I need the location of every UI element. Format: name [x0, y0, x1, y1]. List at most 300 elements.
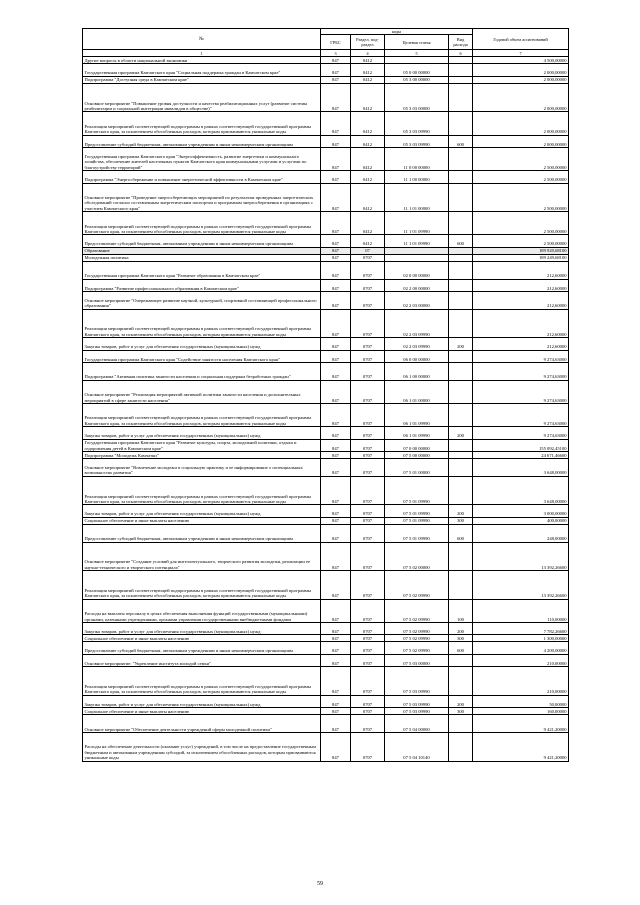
- row-name: Предоставление субсидий бюджетным, автономным учреждениям и иным некоммерческим организациям: [83, 642, 321, 654]
- budget-table: [82, 28, 569, 762]
- row-amount: 189 920,68100: [473, 247, 569, 254]
- row-name: Реализация мероприятий соответствующей подпрограммы в рамках соответствующей государственной программы Камчатского края, за исключением обособленных расходов, которым присваиваются уникальные коды: [83, 309, 321, 338]
- header-annual-volume: Годовой объем ассигнований: [473, 29, 569, 50]
- row-name: Реализация мероприятий соответствующей подпрограммы в рамках соответствующей государственной программы Камчатского края, за исключением обособленных расходов, которым присваиваются уникальные коды: [83, 112, 321, 135]
- row-amount: 212,60000: [473, 309, 569, 338]
- table-body: [83, 50, 569, 761]
- row-amount: 210,00000: [473, 654, 569, 666]
- row-target-article: [385, 247, 449, 254]
- row-razdel: 0707: [351, 622, 385, 634]
- table-row: [83, 635, 569, 642]
- row-name: Социальное обеспечение и иные выплаты населению: [83, 517, 321, 524]
- row-expense-type: [449, 350, 473, 362]
- row-target-article: 07 5 02 09990: [385, 635, 449, 642]
- row-razdel: 0707: [351, 517, 385, 524]
- row-razdel: 0707: [351, 476, 385, 505]
- table-row: [83, 642, 569, 654]
- row-target-article: 06 1 00 00000: [385, 363, 449, 381]
- row-amount: 3 000,00000: [473, 505, 569, 517]
- row-razdel: 0707: [351, 599, 385, 622]
- row-name: Основное мероприятие "Обеспечение деятельности учреждений сферы молодежной политики": [83, 715, 321, 733]
- row-amount: 2 000,00000: [473, 112, 569, 135]
- column-number: 6: [449, 50, 473, 57]
- column-number: 5: [385, 50, 449, 57]
- row-target-article: 07 5 04 00000: [385, 715, 449, 733]
- row-expense-type: [449, 254, 473, 261]
- row-name: Закупка товаров, работ и услуг для обеспечения государственных (муниципальных) нужд: [83, 338, 321, 350]
- row-razdel: 0412: [351, 183, 385, 212]
- row-target-article: 06 0 00 00000: [385, 350, 449, 362]
- column-number-row: [83, 50, 569, 57]
- row-target-article: 07 5 02 09990: [385, 571, 449, 600]
- row-amount: 3 648,00000: [473, 459, 569, 477]
- row-name: Закупка товаров, работ и услуг для обеспечения государственных (муниципальных) нужд: [83, 695, 321, 707]
- row-name: Социальное обеспечение и иные выплаты населению: [83, 708, 321, 715]
- row-amount: 9 274,63000: [473, 380, 569, 403]
- row-target-article: 05 3 03 09990: [385, 112, 449, 135]
- row-expense-type: [449, 404, 473, 427]
- row-target-article: 07 5 03 09990: [385, 708, 449, 715]
- row-amount: 13 392,26600: [473, 542, 569, 571]
- table-row: [83, 599, 569, 622]
- row-name: Предоставление субсидий бюджетным, автономным учреждениям и иным некоммерческим организациям: [83, 135, 321, 147]
- row-name: Основное мероприятие "Проведение энергосберегающих мероприятий по результатам проведенных энергетических обследований согласно составленным энергетическим паспортам и программам энергосбережения в организациях с участием Камчатского края": [83, 183, 321, 212]
- row-name: Закупка товаров, работ и услуг для обеспечения государственных (муниципальных) нужд: [83, 505, 321, 517]
- row-expense-type: 200: [449, 427, 473, 439]
- table-row: [83, 524, 569, 542]
- row-name: Закупка товаров, работ и услуг для обеспечения государственных (муниципальных) нужд: [83, 427, 321, 439]
- row-target-article: 07 5 03 00000: [385, 654, 449, 666]
- row-name: Государственная программа Камчатского края "Энергоэффективность, развитие энергетики и коммунального хозяйства, обеспечение жителей населенных пунктов Камчатского края коммунальными услугами и услугами по благоустройству территорий": [83, 147, 321, 170]
- row-target-article: 07 5 01 00000: [385, 459, 449, 477]
- row-expense-type: 300: [449, 708, 473, 715]
- row-razdel: 0707: [351, 452, 385, 459]
- row-expense-type: 200: [449, 622, 473, 634]
- row-target-article: 07 5 04 10140: [385, 732, 449, 761]
- row-amount: 2 000,00000: [473, 76, 569, 83]
- row-grbs: 847: [321, 183, 351, 212]
- table-row: [83, 64, 569, 76]
- row-razdel: 0707: [351, 708, 385, 715]
- row-grbs: 847: [321, 64, 351, 76]
- row-amount: 3 648,00000: [473, 476, 569, 505]
- row-name: Реализация мероприятий соответствующей подпрограммы в рамках соответствующей государственной программы Камчатского края, за исключением обособленных расходов, которым присваиваются уникальные коды: [83, 476, 321, 505]
- row-grbs: 847: [321, 57, 351, 64]
- row-name: Подпрограмма "Энергосбережение и повышение энергетической эффективности в Камчатском крае": [83, 171, 321, 183]
- row-amount: 160,00000: [473, 708, 569, 715]
- row-expense-type: [449, 715, 473, 733]
- row-razdel: 0707: [351, 427, 385, 439]
- row-target-article: 05 3 03 09990: [385, 135, 449, 147]
- table-row: [83, 212, 569, 235]
- page-number: 59: [317, 881, 323, 887]
- row-expense-type: [449, 291, 473, 309]
- row-name: Реализация мероприятий соответствующей подпрограммы в рамках соответствующей государственной программы Камчатского края, за исключением обособленных расходов, которым присваиваются уникальные коды: [83, 404, 321, 427]
- row-name: Подпрограмма "Доступная среда в Камчатском крае": [83, 76, 321, 83]
- row-target-article: 11 0 00 00000: [385, 147, 449, 170]
- row-grbs: 847: [321, 635, 351, 642]
- row-name: Подпрограмма "Молодежь Камчатки": [83, 452, 321, 459]
- row-target-article: 11 1 01 00000: [385, 183, 449, 212]
- row-grbs: 847: [321, 667, 351, 696]
- row-amount: 212,60000: [473, 291, 569, 309]
- row-amount: 110,00000: [473, 599, 569, 622]
- row-target-article: 05 0 00 00000: [385, 64, 449, 76]
- row-name: Подпрограмма "Развитие профессионального образования в Камчатском крае": [83, 279, 321, 291]
- table-row: [83, 261, 569, 279]
- row-amount: 9 421,20000: [473, 715, 569, 733]
- row-razdel: 0707: [351, 261, 385, 279]
- row-expense-type: [449, 83, 473, 112]
- row-amount: 50,00000: [473, 695, 569, 707]
- row-grbs: 847: [321, 452, 351, 459]
- row-amount: 9 274,63000: [473, 363, 569, 381]
- row-razdel: 0707: [351, 667, 385, 696]
- row-target-article: 11 1 00 00000: [385, 171, 449, 183]
- row-expense-type: [449, 732, 473, 761]
- row-target-article: 07 5 02 09990: [385, 599, 449, 622]
- row-target-article: 11 1 01 09990: [385, 235, 449, 247]
- row-target-article: 06 1 01 09990: [385, 404, 449, 427]
- table-row: [83, 654, 569, 666]
- row-target-article: 06 1 01 00000: [385, 380, 449, 403]
- row-amount: 2 000,00000: [473, 83, 569, 112]
- row-name: Основное мероприятие "Создание условий для интеллектуального, творческого развития молодежи, реализации ее научно-технического и творческого потенциала": [83, 542, 321, 571]
- row-grbs: 847: [321, 459, 351, 477]
- row-razdel: 0707: [351, 309, 385, 338]
- table-row: [83, 459, 569, 477]
- row-amount: 9 274,63000: [473, 350, 569, 362]
- row-amount: 9 421,20000: [473, 732, 569, 761]
- row-grbs: 847: [321, 291, 351, 309]
- table-row: [83, 279, 569, 291]
- row-razdel: 0412: [351, 83, 385, 112]
- row-grbs: 847: [321, 571, 351, 600]
- row-amount: 2 500,00000: [473, 147, 569, 170]
- row-target-article: 02 2 03 09990: [385, 309, 449, 338]
- row-grbs: 847: [321, 427, 351, 439]
- row-razdel: 0707: [351, 571, 385, 600]
- table-row: [83, 112, 569, 135]
- row-razdel: 0707: [351, 350, 385, 362]
- table-row: [83, 542, 569, 571]
- row-razdel: 0412: [351, 171, 385, 183]
- table-row: [83, 254, 569, 261]
- row-target-article: 07 5 01 09990: [385, 476, 449, 505]
- row-target-article: 11 1 01 09990: [385, 212, 449, 235]
- row-razdel: 0707: [351, 254, 385, 261]
- table-row: [83, 309, 569, 338]
- row-amount: 248,00000: [473, 524, 569, 542]
- row-grbs: 847: [321, 524, 351, 542]
- row-grbs: 847: [321, 517, 351, 524]
- row-razdel: 0707: [351, 380, 385, 403]
- row-grbs: 847: [321, 171, 351, 183]
- row-razdel: 0412: [351, 135, 385, 147]
- row-grbs: 847: [321, 404, 351, 427]
- table-row: [83, 363, 569, 381]
- row-grbs: 847: [321, 247, 351, 254]
- row-name: Основное мероприятие "Реализация мероприятий активной политики занятости населения и дополнительных мероприятий в сфере занятости населения": [83, 380, 321, 403]
- row-amount: 9 274,63000: [473, 427, 569, 439]
- row-expense-type: [449, 439, 473, 451]
- row-expense-type: [449, 654, 473, 666]
- table-row: [83, 622, 569, 634]
- row-name: Расходы на выплаты персоналу в целях обеспечения выполнения функций государственными (муниципальными) органами, казенными учреждениями, органами управления государственными внебюджетными фондами: [83, 599, 321, 622]
- table-row: [83, 517, 569, 524]
- row-expense-type: 300: [449, 517, 473, 524]
- table-row: [83, 571, 569, 600]
- row-grbs: 847: [321, 235, 351, 247]
- row-target-article: [385, 57, 449, 64]
- row-name: Реализация мероприятий соответствующей подпрограммы в рамках соответствующей государственной программы Камчатского края, за исключением обособленных расходов, которым присваиваются уникальные коды: [83, 571, 321, 600]
- row-grbs: 847: [321, 642, 351, 654]
- table-row: [83, 505, 569, 517]
- row-target-article: 02 2 03 09990: [385, 338, 449, 350]
- row-expense-type: [449, 112, 473, 135]
- row-razdel: 0707: [351, 635, 385, 642]
- row-name: Государственная программа Камчатского края "Развитие культуры, спорта, молодежной политики, отдыха и оздоровления детей в Камчатском крае": [83, 439, 321, 451]
- row-razdel: 0412: [351, 57, 385, 64]
- row-amount: 2 500,00000: [473, 183, 569, 212]
- row-target-article: 07 0 00 00000: [385, 439, 449, 451]
- row-expense-type: 600: [449, 135, 473, 147]
- row-expense-type: 600: [449, 642, 473, 654]
- row-expense-type: 200: [449, 505, 473, 517]
- row-name: Основное мероприятие: "Укрепление института молодой семьи": [83, 654, 321, 666]
- row-target-article: [385, 254, 449, 261]
- row-grbs: 847: [321, 708, 351, 715]
- row-name: Государственная программа Камчатского края "Развитие образования в Камчатском крае": [83, 261, 321, 279]
- row-grbs: 847: [321, 279, 351, 291]
- table-row: [83, 235, 569, 247]
- row-expense-type: [449, 171, 473, 183]
- row-target-article: 07 5 02 09990: [385, 642, 449, 654]
- row-name: Государственная программа Камчатского края "Социальная поддержка граждан в Камчатском крае": [83, 64, 321, 76]
- row-expense-type: [449, 279, 473, 291]
- row-razdel: 0707: [351, 715, 385, 733]
- row-amount: 210,00000: [473, 667, 569, 696]
- row-expense-type: [449, 363, 473, 381]
- table-row: [83, 427, 569, 439]
- row-razdel: 0412: [351, 235, 385, 247]
- row-target-article: 07 5 01 09990: [385, 524, 449, 542]
- header-razdel: Раздел, под-раздел: [351, 35, 385, 50]
- column-number: 3: [321, 50, 351, 57]
- row-razdel: 0707: [351, 439, 385, 451]
- column-number: 7: [473, 50, 569, 57]
- row-grbs: 847: [321, 309, 351, 338]
- row-name: Образование: [83, 247, 321, 254]
- row-expense-type: 200: [449, 338, 473, 350]
- row-razdel: 0707: [351, 279, 385, 291]
- row-grbs: 847: [321, 76, 351, 83]
- row-name: Реализация мероприятий соответствующей подпрограммы в рамках соответствующей государственной программы Камчатского края, за исключением обособленных расходов, которым присваиваются уникальные коды: [83, 667, 321, 696]
- row-grbs: 847: [321, 112, 351, 135]
- table-row: [83, 171, 569, 183]
- table-row: [83, 135, 569, 147]
- header-codes: коды: [321, 29, 473, 35]
- header-number: №: [83, 29, 321, 50]
- row-target-article: 07 5 01 09990: [385, 505, 449, 517]
- row-amount: 13 392,26600: [473, 571, 569, 600]
- row-expense-type: [449, 261, 473, 279]
- row-expense-type: 100: [449, 599, 473, 622]
- row-razdel: 0412: [351, 64, 385, 76]
- row-amount: 4 200,00000: [473, 642, 569, 654]
- row-razdel: 0412: [351, 212, 385, 235]
- row-amount: 212,60000: [473, 338, 569, 350]
- row-target-article: 06 1 01 09990: [385, 427, 449, 439]
- table-row: [83, 476, 569, 505]
- row-target-article: 07 5 02 00000: [385, 542, 449, 571]
- row-expense-type: [449, 452, 473, 459]
- row-name: Основное мероприятие "Повышение уровня доступности и качества реабилитационных услуг (развитие системы реабилитации и социальной интеграции инвалидов в обществе)": [83, 83, 321, 112]
- table-row: [83, 380, 569, 403]
- row-amount: 212,60000: [473, 261, 569, 279]
- row-amount: 4 500,00000: [473, 57, 569, 64]
- row-amount: 155 092,45100: [473, 439, 569, 451]
- row-grbs: 847: [321, 350, 351, 362]
- row-amount: 2 500,00000: [473, 171, 569, 183]
- row-expense-type: [449, 667, 473, 696]
- row-razdel: 0412: [351, 76, 385, 83]
- row-target-article: 05 3 03 00000: [385, 83, 449, 112]
- row-razdel: 0707: [351, 404, 385, 427]
- header-expense-type: Вид расхода: [449, 35, 473, 50]
- row-grbs: 847: [321, 732, 351, 761]
- table-row: [83, 708, 569, 715]
- row-amount: 24 671,46600: [473, 452, 569, 459]
- row-expense-type: [449, 247, 473, 254]
- row-razdel: 0707: [351, 505, 385, 517]
- table-row: [83, 350, 569, 362]
- row-grbs: 847: [321, 476, 351, 505]
- row-expense-type: 600: [449, 524, 473, 542]
- table-row: [83, 183, 569, 212]
- row-expense-type: [449, 380, 473, 403]
- row-grbs: 847: [321, 147, 351, 170]
- row-amount: 7 782,26600: [473, 622, 569, 634]
- row-name: Предоставление субсидий бюджетным, автономным учреждениям и иным некоммерческим организациям: [83, 524, 321, 542]
- row-expense-type: [449, 64, 473, 76]
- row-amount: 212,60000: [473, 279, 569, 291]
- row-name: Молодежная политика: [83, 254, 321, 261]
- row-target-article: 07 5 00 00000: [385, 452, 449, 459]
- table-row: [83, 247, 569, 254]
- row-grbs: 847: [321, 212, 351, 235]
- row-expense-type: [449, 571, 473, 600]
- row-grbs: 847: [321, 622, 351, 634]
- row-amount: 2 000,00000: [473, 64, 569, 76]
- row-amount: 189 249,68100: [473, 254, 569, 261]
- row-grbs: 847: [321, 135, 351, 147]
- column-number: 4: [351, 50, 385, 57]
- row-grbs: 847: [321, 261, 351, 279]
- row-expense-type: 200: [449, 695, 473, 707]
- row-amount: 2 000,00000: [473, 135, 569, 147]
- table-row: [83, 83, 569, 112]
- row-target-article: 02 2 00 00000: [385, 279, 449, 291]
- row-amount: 1 300,00000: [473, 635, 569, 642]
- row-grbs: 847: [321, 654, 351, 666]
- table-row: [83, 732, 569, 761]
- header-grbs: ГРБС: [321, 35, 351, 50]
- table-row: [83, 76, 569, 83]
- row-expense-type: [449, 476, 473, 505]
- row-name: Основное мероприятие "Опережающее развитие научной, культурной, спортивной составляющей профессионального образования": [83, 291, 321, 309]
- row-razdel: 0707: [351, 654, 385, 666]
- row-expense-type: [449, 542, 473, 571]
- row-grbs: 847: [321, 715, 351, 733]
- table-row: [83, 695, 569, 707]
- row-razdel: 0707: [351, 338, 385, 350]
- row-name: Расходы на обеспечение деятельности (оказание услуг) учреждений, в том числе на предоставление государственным бюджетным и автономным учреждениям субсидий, за исключением обособленных расходов, которым присваиваются уникальные коды: [83, 732, 321, 761]
- table-row: [83, 404, 569, 427]
- row-razdel: 0707: [351, 459, 385, 477]
- row-target-article: 07 5 03 09990: [385, 667, 449, 696]
- row-grbs: 847: [321, 83, 351, 112]
- row-razdel: 0412: [351, 112, 385, 135]
- row-target-article: 07 5 01 09990: [385, 517, 449, 524]
- row-expense-type: [449, 309, 473, 338]
- row-name: Основное мероприятие "Вовлечение молодежи в социальную практику и ее информирование о потенциальных возможностях развития": [83, 459, 321, 477]
- row-razdel: 07: [351, 247, 385, 254]
- row-grbs: 847: [321, 439, 351, 451]
- row-target-article: 02 0 00 00000: [385, 261, 449, 279]
- row-expense-type: [449, 459, 473, 477]
- row-name: Государственная программа Камчатского края "Содействие занятости населения Камчатского края": [83, 350, 321, 362]
- row-razdel: 0707: [351, 363, 385, 381]
- table-row: [83, 291, 569, 309]
- row-amount: 9 274,63000: [473, 404, 569, 427]
- row-name: Подпрограмма "Активная политика занятости населения и социальная поддержка безработных граждан": [83, 363, 321, 381]
- row-amount: 400,00000: [473, 517, 569, 524]
- row-grbs: 847: [321, 254, 351, 261]
- row-razdel: 0707: [351, 524, 385, 542]
- row-amount: 2 500,00000: [473, 235, 569, 247]
- row-name: Реализация мероприятий соответствующей подпрограммы в рамках соответствующей государственной программы Камчатского края, за исключением обособленных расходов, которым присваиваются уникальные коды: [83, 212, 321, 235]
- row-expense-type: [449, 147, 473, 170]
- column-number: 1: [83, 50, 321, 57]
- row-razdel: 0707: [351, 542, 385, 571]
- row-razdel: 0707: [351, 695, 385, 707]
- row-razdel: 0707: [351, 291, 385, 309]
- table-row: [83, 667, 569, 696]
- row-target-article: 05 3 00 00000: [385, 76, 449, 83]
- row-target-article: 07 5 02 09990: [385, 622, 449, 634]
- row-amount: 2 500,00000: [473, 212, 569, 235]
- row-razdel: 0707: [351, 642, 385, 654]
- row-razdel: 0412: [351, 147, 385, 170]
- row-grbs: 847: [321, 599, 351, 622]
- header-target-article: Целевая статья: [385, 35, 449, 50]
- row-name: Другие вопросы в области национальной экономики: [83, 57, 321, 64]
- row-grbs: 847: [321, 542, 351, 571]
- row-expense-type: 300: [449, 635, 473, 642]
- row-razdel: 0707: [351, 732, 385, 761]
- row-expense-type: [449, 183, 473, 212]
- row-target-article: 07 5 03 09990: [385, 695, 449, 707]
- row-grbs: 847: [321, 380, 351, 403]
- row-name: Социальное обеспечение и иные выплаты населению: [83, 635, 321, 642]
- row-grbs: 847: [321, 505, 351, 517]
- table-row: [83, 715, 569, 733]
- row-expense-type: [449, 212, 473, 235]
- row-expense-type: 600: [449, 235, 473, 247]
- row-grbs: 847: [321, 695, 351, 707]
- row-expense-type: [449, 76, 473, 83]
